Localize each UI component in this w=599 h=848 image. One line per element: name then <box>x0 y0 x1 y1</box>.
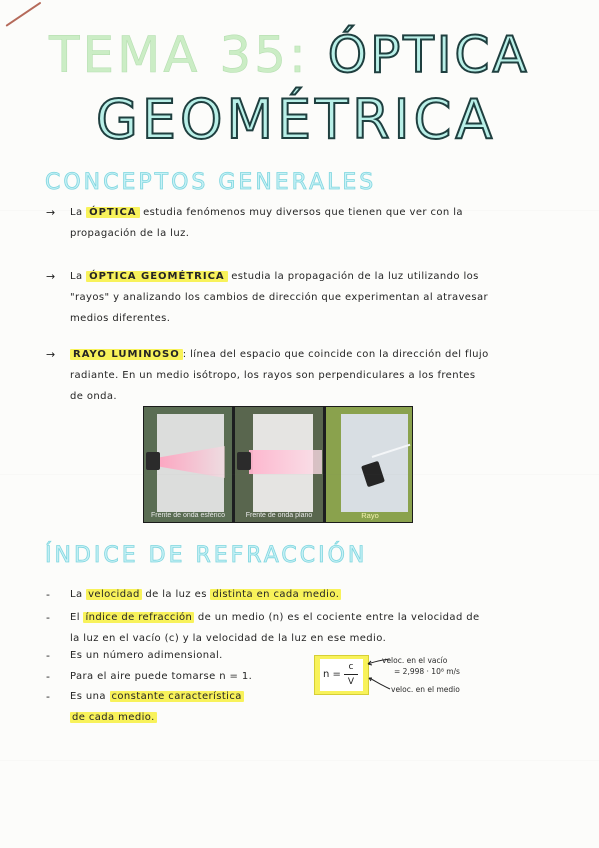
bullet-line: Es un número adimensional. <box>70 650 223 661</box>
dash-icon: - <box>46 690 51 703</box>
bullet-text <box>70 584 536 605</box>
bullet-text-before: La <box>70 271 87 282</box>
bullet-text-before: La <box>70 589 87 600</box>
bullet-constante <box>46 686 286 728</box>
dash-icon: - <box>46 649 51 662</box>
bullet-text-before: El <box>70 612 84 623</box>
bullet-text <box>70 344 536 407</box>
arrow-icon: → <box>46 348 56 361</box>
highlight-velocidad: velocidad <box>88 589 140 600</box>
title-tema: TEMA 35: <box>49 26 328 84</box>
annotation-vacuum-speed-label: veloc. en el vacío <box>382 656 448 665</box>
light-beam <box>249 450 322 474</box>
photo-panel-spherical <box>144 407 232 523</box>
caption-spherical: Frente de onda esférico <box>151 512 225 519</box>
highlight-term-optica-geometrica: ÓPTICA GEOMÉTRICA <box>86 271 228 282</box>
paper-texture-line <box>0 210 599 211</box>
title-optica: ÓPTICA <box>327 26 530 84</box>
dash-icon: - <box>46 588 51 601</box>
formula-numerator: c <box>348 662 354 672</box>
bullet-text-after: : línea del espacio que coincide con la dirección del flujo <box>182 349 489 360</box>
formula-inner <box>320 659 363 691</box>
light-source <box>237 452 251 470</box>
bullet-line: la luz en el vacío (c) y la velocidad de la luz en ese medio. <box>70 633 387 644</box>
highlight-constante: constante característica <box>111 691 242 702</box>
formula-fraction <box>343 661 359 689</box>
bullet-optica <box>46 202 536 244</box>
bullet-line <box>70 584 536 605</box>
bullet-text-before: Es una <box>70 691 110 702</box>
page-title <box>0 0 599 165</box>
bullet-line <box>70 266 536 287</box>
formula-denominator: V <box>347 677 355 687</box>
bullet-text-middle: de la luz es <box>141 589 211 600</box>
bullet-optica-geometrica <box>46 266 536 329</box>
formula-lhs: n = <box>323 669 341 680</box>
wavefront-photo-strip <box>143 406 413 523</box>
bullet-line: medios diferentes. <box>70 313 171 324</box>
dash-icon: - <box>46 611 51 624</box>
bullet-line <box>70 607 536 628</box>
bullet-text <box>70 266 536 329</box>
arrow-icon: → <box>46 270 56 283</box>
bullet-line <box>70 707 286 728</box>
paper-texture-line <box>0 474 599 475</box>
title-geometrica: GEOMÉTRICA <box>96 88 497 151</box>
bullet-line <box>70 686 286 707</box>
annotation-medium-speed-label: veloc. en el medio <box>391 685 460 694</box>
bullet-line: radiante. En un medio isótropo, los rayos son perpendiculares a los frentes <box>70 370 476 381</box>
arrow-icon: → <box>46 206 56 219</box>
bullet-velocidad <box>46 584 536 605</box>
section-heading-conceptos: CONCEPTOS GENERALES <box>45 170 377 195</box>
annotation-vacuum-speed-value: = 2,998 · 10⁸ m/s <box>394 667 460 676</box>
bullet-text <box>70 645 286 666</box>
light-source <box>146 452 160 470</box>
highlight-term-rayo-luminoso: RAYO LUMINOSO <box>70 349 183 360</box>
bullet-text <box>70 666 286 687</box>
caption-ray: Rayo <box>361 511 379 520</box>
bullet-indice-definicion <box>46 607 536 649</box>
bullet-text-after: estudia la propagación de la luz utilizando los <box>227 271 479 282</box>
bullet-line: "rayos" y analizando los cambios de dirección que experimentan al atravesar <box>70 292 489 303</box>
photo-panel-ray <box>326 407 413 523</box>
bullet-line: propagación de la luz. <box>70 228 190 239</box>
bullet-line: Para el aire puede tomarse n = 1. <box>70 671 253 682</box>
bullet-text-before: La <box>70 207 87 218</box>
bullet-text <box>70 607 536 649</box>
bullet-text-after: de un medio (n) es el cociente entre la velocidad de <box>194 612 480 623</box>
section-heading-indice: ÍNDICE DE REFRACCIÓN <box>45 543 368 568</box>
bullet-aire <box>46 666 286 687</box>
highlight-indice-refraccion: índice de refracción <box>85 612 193 623</box>
bullet-text <box>70 686 286 728</box>
title-line-1 <box>49 24 569 86</box>
bullet-text <box>70 202 536 244</box>
highlight-distinta: distinta en cada medio. <box>212 589 340 600</box>
bullet-line: de onda. <box>70 391 117 402</box>
bullet-line <box>70 202 536 223</box>
photo-panel-plane <box>235 407 323 523</box>
bullet-adimensional <box>46 645 286 666</box>
dash-icon: - <box>46 670 51 683</box>
paper-texture-line <box>0 760 599 761</box>
fraction-bar <box>344 674 358 675</box>
bullet-rayo-luminoso <box>46 344 536 407</box>
caption-plane: Frente de onda plano <box>245 512 313 519</box>
highlight-cada-medio: de cada medio. <box>72 712 155 723</box>
highlight-term-optica: ÓPTICA <box>86 207 139 218</box>
bullet-text-after: estudia fenómenos muy diversos que tienen que ver con la <box>139 207 463 218</box>
bullet-line <box>70 344 536 365</box>
